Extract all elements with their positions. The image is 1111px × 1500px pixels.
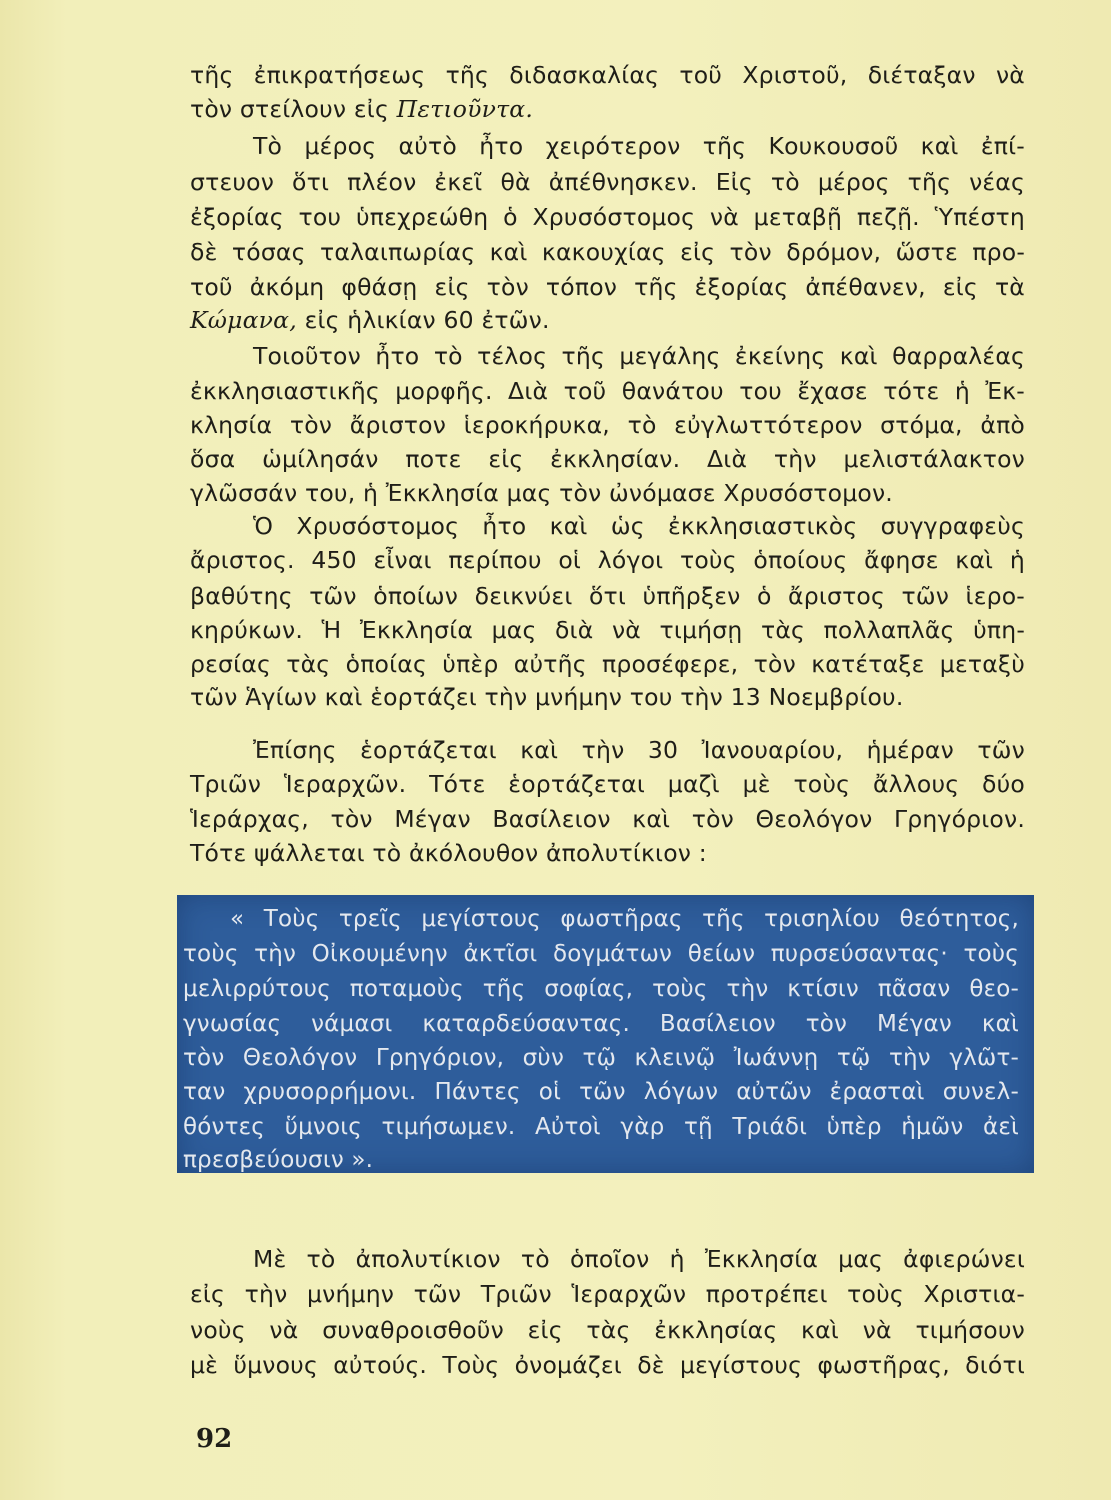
hymn-line: ταν χρυσορρήμονι. Πάντες οἱ τῶν λόγων αὐτῶν ἐρασταὶ συνελ- <box>183 1079 1019 1105</box>
text-line <box>190 92 1025 126</box>
text-line: δὲ τόσας ταλαιπωρίας καὶ κακουχίας εἰς τὸν δρόμον, ὥστε προ- <box>190 238 1025 266</box>
text-line: Τριῶν Ἱεραρχῶν. Τότε ἑορτάζεται μαζὶ μὲ τοὺς ἄλλους δύο <box>190 770 1025 798</box>
text-line: Ἱεράρχας, τὸν Μέγαν Βασίλειον καὶ τὸν Θεολόγον Γρηγόριον. <box>190 805 1025 833</box>
text-line: κηρύκων. Ἡ Ἐκκλησία μας διὰ νὰ τιμήσῃ τὰς πολλαπλᾶς ὑπη- <box>190 616 1025 644</box>
text-line <box>190 303 1025 337</box>
text-line: ρεσίας τὰς ὁποίας ὑπὲρ αὐτῆς προσέφερε, τὸν κατέταξε μεταξὺ <box>190 650 1025 678</box>
text-line: ὅσα ὡμίλησάν ποτε εἰς ἐκκλησίαν. Διὰ τὴν μελιστάλακτον <box>190 445 1025 473</box>
text-line: τοῦ ἀκόμη φθάσῃ εἰς τὸν τόπον τῆς ἐξορίας ἀπέθανεν, εἰς τὰ <box>190 273 1025 301</box>
text-line: στευον ὅτι πλέον ἐκεῖ θὰ ἀπέθνησκεν. Εἰς τὸ μέρος τῆς νέας <box>190 168 1025 196</box>
hymn-line: τὸν Θεολόγον Γρηγόριον, σὺν τῷ κλεινῷ Ἰωάννῃ τῷ τὴν γλῶτ- <box>183 1045 1019 1071</box>
place-name-italic: Πετιοῦντα. <box>396 95 534 123</box>
text-line: ἐξορίας του ὑπεχρεώθη ὁ Χρυσόστομος νὰ μεταβῇ πεζῇ. Ὑπέστη <box>190 203 1025 231</box>
text-segment: εἰς ἡλικίαν 60 ἐτῶν. <box>304 306 550 334</box>
text-line: τῶν Ἁγίων καὶ ἑορτάζει τὴν μνήμην του τὴν 13 Νοεμβρίου. <box>190 683 904 711</box>
text-line: Ὁ Χρυσόστομος ἦτο καὶ ὡς ἐκκλησιαστικὸς συγγραφεὺς <box>253 512 1025 540</box>
text-segment: τὸν στείλουν εἰς <box>190 95 389 123</box>
hymn-line: θόντες ὕμνοις τιμήσωμεν. Αὐτοὶ γὰρ τῇ Τριάδι ὑπὲρ ἡμῶν ἀεὶ <box>183 1114 1019 1140</box>
hymn-line: « Τοὺς τρεῖς μεγίστους φωστῆρας τῆς τρισηλίου θεότητος, <box>230 906 1019 932</box>
place-name-italic: Κώμανα, <box>190 306 297 334</box>
hymn-line: πρεσβεύουσιν ». <box>183 1147 374 1173</box>
text-line: Ἐπίσης ἑορτάζεται καὶ τὴν 30 Ἰανουαρίου, ἡμέραν τῶν <box>253 736 1025 764</box>
text-line: εἰς τὴν μνήμην τῶν Τριῶν Ἱεραρχῶν προτρέπει τοὺς Χριστια- <box>190 1280 1025 1308</box>
text-line: μὲ ὕμνους αὐτούς. Τοὺς ὀνομάζει δὲ μεγίστους φωστῆρας, διότι <box>190 1351 1025 1379</box>
text-line: νοὺς νὰ συναθροισθοῦν εἰς τὰς ἐκκλησίας καὶ νὰ τιμήσουν <box>190 1316 1025 1344</box>
text-line: βαθύτης τῶν ὁποίων δεικνύει ὅτι ὑπῆρξεν ὁ ἄριστος τῶν ἱερο- <box>190 582 1025 610</box>
hymn-line: μελιρρύτους ποταμοὺς τῆς σοφίας, τοὺς τὴν κτίσιν πᾶσαν θεο- <box>183 976 1019 1002</box>
hymn-line: γνωσίας νάμασι καταρδεύσαντας. Βασίλειον τὸν Μέγαν καὶ <box>183 1011 1019 1037</box>
text-line: Μὲ τὸ ἀπολυτίκιον τὸ ὁποῖον ἡ Ἐκκλησία μας ἀφιερώνει <box>253 1245 1025 1273</box>
hymn-line: τοὺς τὴν Οἰκουμένην ἀκτῖσι δογμάτων θείων πυρσεύσαντας· τοὺς <box>183 941 1019 967</box>
page-number: 92 <box>196 1424 233 1454</box>
text-line: Τότε ψάλλεται τὸ ἀκόλουθον ἀπολυτίκιον : <box>190 839 707 867</box>
text-line: ἄριστος. 450 εἶναι περίπου οἱ λόγοι τοὺς ὁποίους ἄφησε καὶ ἡ <box>190 546 1025 574</box>
text-line: Τὸ μέρος αὐτὸ ἦτο χειρότερον τῆς Κουκουσοῦ καὶ ἐπί- <box>253 132 1025 160</box>
text-line: κλησία τὸν ἄριστον ἱεροκήρυκα, τὸ εὐγλωττότερον στόμα, ἀπὸ <box>190 411 1025 439</box>
text-line: ἐκκλησιαστικῆς μορφῆς. Διὰ τοῦ θανάτου του ἔχασε τότε ἡ Ἐκ- <box>190 377 1025 405</box>
text-line: τῆς ἐπικρατήσεως τῆς διδασκαλίας τοῦ Χριστοῦ, διέταξαν νὰ <box>190 61 1025 89</box>
text-line: γλῶσσάν του, ἡ Ἐκκλησία μας τὸν ὠνόμασε Χρυσόστομον. <box>190 479 893 507</box>
text-line: Τοιοῦτον ἦτο τὸ τέλος τῆς μεγάλης ἐκείνης καὶ θαρραλέας <box>253 342 1025 370</box>
